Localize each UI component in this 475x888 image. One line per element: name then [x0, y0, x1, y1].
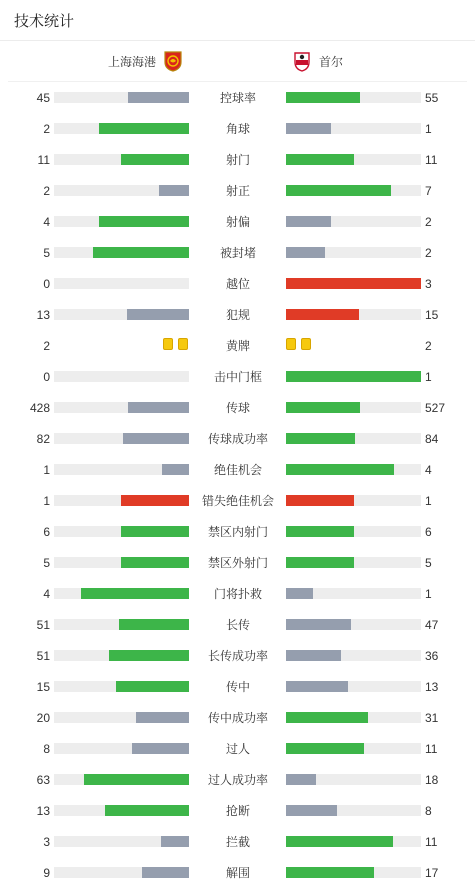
away-bar-track — [286, 371, 421, 382]
home-yellow-cards — [163, 338, 188, 350]
stat-label: 长传 — [225, 618, 250, 632]
home-bar-fill — [127, 309, 189, 320]
stat-label: 长传成功率 — [207, 649, 268, 663]
stat-row — [0, 522, 475, 542]
home-bar-track — [54, 743, 189, 754]
home-bar-track — [54, 464, 189, 475]
away-yellow-cards — [286, 338, 311, 350]
home-bar-fill — [132, 743, 189, 754]
away-bar-track — [286, 278, 421, 289]
home-bar-track — [54, 867, 189, 878]
away-stat-value: 2 — [425, 215, 432, 229]
home-bar-fill — [121, 495, 189, 506]
away-bar-track — [286, 712, 421, 723]
home-bar-track — [54, 526, 189, 537]
away-bar-fill — [286, 867, 374, 878]
home-bar-fill — [119, 619, 189, 630]
home-bar-fill — [121, 154, 189, 165]
stat-row — [0, 212, 475, 232]
away-stat-value: 36 — [425, 649, 439, 663]
away-stat-value: 2 — [425, 339, 432, 353]
home-bar-fill — [116, 681, 189, 692]
home-bar-fill — [99, 123, 189, 134]
home-stat-value: 13 — [36, 308, 50, 322]
home-stat-value: 45 — [36, 91, 50, 105]
away-bar-track — [286, 650, 421, 661]
home-stat-value: 15 — [36, 680, 50, 694]
away-bar-track — [286, 123, 421, 134]
home-bar-track — [54, 433, 189, 444]
home-stat-value: 5 — [43, 556, 50, 570]
home-stat-value: 13 — [36, 804, 50, 818]
home-bar-track — [54, 712, 189, 723]
away-bar-track — [286, 216, 421, 227]
stat-label: 过人成功率 — [207, 773, 268, 787]
away-bar-fill — [286, 464, 394, 475]
home-stat-value: 2 — [43, 122, 50, 136]
away-stat-value: 11 — [425, 153, 438, 167]
away-bar-track — [286, 743, 421, 754]
home-bar-fill — [162, 464, 189, 475]
away-stat-value: 2 — [425, 246, 432, 260]
home-bar-track — [54, 216, 189, 227]
home-bar-track — [54, 278, 189, 289]
home-bar-fill — [121, 557, 189, 568]
page-title: 技术统计 — [14, 12, 75, 30]
stat-row — [0, 274, 475, 294]
home-stat-value: 51 — [36, 649, 50, 663]
stat-label: 传球成功率 — [207, 432, 268, 446]
away-bar-fill — [286, 588, 313, 599]
stat-label: 过人 — [225, 742, 250, 756]
stat-row — [0, 460, 475, 480]
away-bar-track — [286, 588, 421, 599]
stat-label: 控球率 — [219, 91, 256, 105]
stat-row — [0, 801, 475, 821]
away-stat-value: 7 — [425, 184, 432, 198]
home-stat-value: 63 — [36, 773, 50, 787]
away-bar-track — [286, 867, 421, 878]
home-bar-track — [54, 154, 189, 165]
stat-row — [0, 243, 475, 263]
away-bar-fill — [286, 278, 421, 289]
away-stat-value: 1 — [425, 587, 432, 601]
home-stat-value: 1 — [43, 494, 50, 508]
away-bar-track — [286, 495, 421, 506]
away-stat-value: 527 — [425, 401, 446, 415]
away-bar-fill — [286, 309, 359, 320]
home-stat-value: 2 — [43, 339, 50, 353]
home-bar-fill — [159, 185, 189, 196]
home-bar-fill — [105, 805, 189, 816]
teams-row — [8, 41, 467, 82]
home-stat-value: 0 — [43, 277, 50, 291]
away-bar-track — [286, 309, 421, 320]
home-bar-fill — [136, 712, 189, 723]
stat-row — [0, 119, 475, 139]
away-bar-fill — [286, 743, 364, 754]
home-bar-fill — [128, 92, 189, 103]
stat-row — [0, 615, 475, 635]
stat-row — [0, 677, 475, 697]
away-bar-fill — [286, 185, 391, 196]
home-team[interactable] — [108, 50, 184, 72]
yellow-card-icon — [301, 338, 311, 350]
away-stat-value: 11 — [425, 742, 438, 756]
away-stat-value: 1 — [425, 370, 432, 384]
stat-label: 击中门框 — [213, 370, 262, 384]
stat-row — [0, 398, 475, 418]
stat-label: 传中成功率 — [207, 711, 268, 725]
home-stat-value: 51 — [36, 618, 50, 632]
stat-row — [0, 336, 475, 356]
home-stat-value: 8 — [43, 742, 50, 756]
away-stat-value: 1 — [425, 122, 432, 136]
away-stat-value: 3 — [425, 277, 432, 291]
stat-label: 传球 — [225, 401, 250, 415]
away-bar-fill — [286, 619, 351, 630]
home-bar-fill — [128, 402, 189, 413]
home-bar-track — [54, 650, 189, 661]
away-bar-track — [286, 774, 421, 785]
stat-row — [0, 832, 475, 852]
home-bar-fill — [142, 867, 189, 878]
stat-label: 抢断 — [225, 804, 250, 818]
away-bar-track — [286, 464, 421, 475]
home-stat-value: 20 — [36, 711, 50, 725]
stat-label: 禁区内射门 — [207, 525, 268, 539]
away-stat-value: 1 — [425, 494, 432, 508]
home-bar-track — [54, 495, 189, 506]
stat-label: 黄牌 — [225, 339, 250, 353]
home-stat-value: 5 — [43, 246, 50, 260]
home-bar-fill — [109, 650, 189, 661]
away-bar-track — [286, 557, 421, 568]
stat-label: 解围 — [225, 866, 250, 880]
away-bar-track — [286, 619, 421, 630]
away-bar-fill — [286, 216, 331, 227]
away-bar-track — [286, 247, 421, 258]
home-stat-value: 3 — [43, 835, 50, 849]
home-bar-track — [54, 92, 189, 103]
away-stat-value: 17 — [425, 866, 439, 880]
away-bar-track — [286, 681, 421, 692]
home-stat-value: 9 — [43, 866, 50, 880]
home-stat-value: 2 — [43, 184, 50, 198]
away-stat-value: 4 — [425, 463, 432, 477]
away-bar-fill — [286, 650, 341, 661]
away-stat-value: 84 — [425, 432, 439, 446]
home-bar-fill — [161, 836, 189, 847]
stat-label: 传中 — [225, 680, 250, 694]
stat-label: 射门 — [225, 153, 250, 167]
stat-label: 门将扑救 — [213, 587, 262, 601]
away-stat-value: 11 — [425, 835, 438, 849]
stat-row — [0, 770, 475, 790]
stats-header — [0, 0, 475, 41]
away-bar-fill — [286, 712, 368, 723]
away-bar-track — [286, 185, 421, 196]
stat-row — [0, 584, 475, 604]
away-bar-track — [286, 526, 421, 537]
home-bar-track — [54, 309, 189, 320]
stat-label: 绝佳机会 — [213, 463, 262, 477]
stat-row — [0, 88, 475, 108]
stat-row — [0, 367, 475, 387]
home-stat-value: 4 — [43, 587, 50, 601]
home-bar-track — [54, 123, 189, 134]
home-stat-value: 82 — [36, 432, 50, 446]
home-bar-track — [54, 774, 189, 785]
away-bar-fill — [286, 774, 316, 785]
stat-row — [0, 646, 475, 666]
away-bar-track — [286, 433, 421, 444]
away-stat-value: 15 — [425, 308, 439, 322]
away-bar-fill — [286, 433, 355, 444]
stat-label: 拦截 — [225, 835, 250, 849]
home-stat-value: 11 — [37, 153, 50, 167]
stat-label: 犯规 — [225, 308, 250, 322]
home-stat-value: 428 — [29, 401, 50, 415]
home-bar-track — [54, 247, 189, 258]
away-stat-value: 8 — [425, 804, 432, 818]
away-bar-fill — [286, 495, 354, 506]
home-stat-value: 4 — [43, 215, 50, 229]
yellow-card-icon — [286, 338, 296, 350]
away-team-name: 首尔 — [319, 54, 344, 69]
home-stat-value: 0 — [43, 370, 50, 384]
home-bar-fill — [93, 247, 189, 258]
stat-row — [0, 305, 475, 325]
home-team-name: 上海海港 — [107, 54, 156, 69]
shanghai-port-crest-icon — [162, 50, 184, 72]
yellow-card-icon — [178, 338, 188, 350]
home-bar-track — [54, 371, 189, 382]
away-bar-fill — [286, 92, 360, 103]
home-bar-fill — [84, 774, 189, 785]
home-bar-track — [54, 557, 189, 568]
away-bar-track — [286, 154, 421, 165]
stat-row — [0, 553, 475, 573]
stat-label: 错失绝佳机会 — [201, 494, 274, 508]
stat-label: 射偏 — [225, 215, 250, 229]
away-bar-fill — [286, 557, 354, 568]
stat-label: 被封堵 — [219, 246, 256, 260]
home-bar-track — [54, 619, 189, 630]
away-bar-fill — [286, 836, 393, 847]
stat-row — [0, 150, 475, 170]
away-stat-value: 55 — [425, 91, 439, 105]
away-stat-value: 47 — [425, 618, 439, 632]
away-bar-track — [286, 92, 421, 103]
home-bar-fill — [99, 216, 189, 227]
stat-row — [0, 429, 475, 449]
stat-label: 射正 — [225, 184, 250, 198]
fc-seoul-crest-icon — [291, 50, 313, 72]
stat-row — [0, 739, 475, 759]
away-bar-track — [286, 805, 421, 816]
home-bar-track — [54, 185, 189, 196]
home-bar-fill — [81, 588, 189, 599]
home-bar-track — [54, 588, 189, 599]
stat-label: 越位 — [225, 277, 250, 291]
home-bar-track — [54, 402, 189, 413]
away-bar-track — [286, 836, 421, 847]
home-stat-value: 6 — [43, 525, 50, 539]
away-stat-value: 6 — [425, 525, 432, 539]
home-bar-track — [54, 836, 189, 847]
stat-label: 角球 — [225, 122, 250, 136]
stat-row — [0, 181, 475, 201]
home-bar-fill — [123, 433, 189, 444]
away-stat-value: 13 — [425, 680, 439, 694]
away-stat-value: 31 — [425, 711, 439, 725]
stat-row — [0, 708, 475, 728]
away-bar-fill — [286, 247, 325, 258]
away-stat-value: 18 — [425, 773, 439, 787]
away-bar-fill — [286, 526, 354, 537]
stat-row — [0, 491, 475, 511]
away-bar-fill — [286, 681, 348, 692]
home-stat-value: 1 — [43, 463, 50, 477]
stat-label: 禁区外射门 — [207, 556, 268, 570]
stat-row — [0, 863, 475, 883]
yellow-card-icon — [163, 338, 173, 350]
away-bar-fill — [286, 371, 421, 382]
away-stat-value: 5 — [425, 556, 432, 570]
away-bar-fill — [286, 154, 354, 165]
away-bar-fill — [286, 402, 360, 413]
away-bar-track — [286, 402, 421, 413]
home-bar-track — [54, 681, 189, 692]
home-bar-track — [54, 805, 189, 816]
home-bar-fill — [121, 526, 189, 537]
away-bar-fill — [286, 805, 337, 816]
away-team[interactable] — [291, 50, 343, 72]
away-bar-fill — [286, 123, 331, 134]
